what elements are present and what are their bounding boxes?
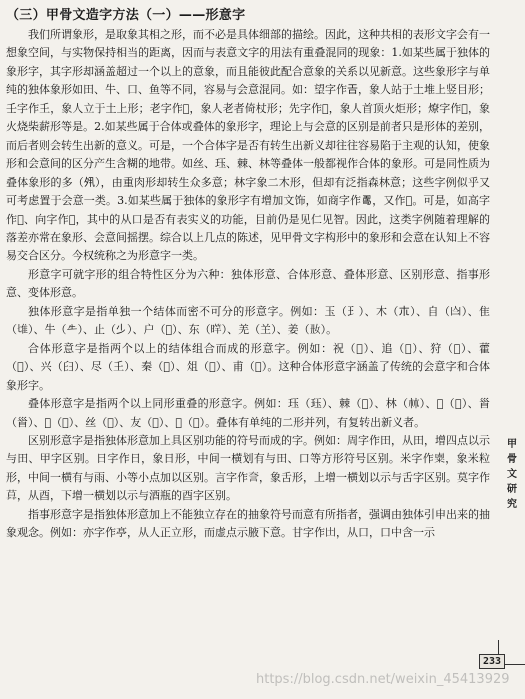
side-label-char: 甲 [507, 439, 517, 450]
side-running-title [505, 437, 519, 512]
paragraph-pictographic-intro: 我们所谓象形，是取象其相之形，而不必是具体细部的描绘。因此，这种共相的表形文字会有一想象空间，与实物保持相当的距离，因而与表意文字的用法有重叠混同的现象：1.如某些属于独体的象形字，其字形却涵盖超过一个以上的意象，而且能彼此配合意象的关系以见新意。这些象形字与单纯的独体象形如田、牛、口、鱼等不同，容易与会意混同。如：望字作𢀛，象人站于土堆上竖目形；壬字作𡈼，象人立于土上形；老字作𦒳，象人老者倚杖形；先字作𡕫，象人首顶火炬形；燎字作𤊹，象火烧柴薪形等是。2.如某些属于合体或叠体的象形字，理论上与会意的区别是前者只是形体的差别，而后者则会转生出新的意义。可是，一个合体字是否有转生出新义却往往容易陷于主观的认知，使象形和会意间的区分产生含糊的地带。如丝、珏、棘、林等叠体一般都视作合体的象形。可是同性质为叠体象形的多（𡖊），由重肉形却转生众多意；林字象二木形，但却有泛指森林意；这些字例似乎又可考虑置于会意一类。3.如某些属于独体的象形字有增加文饰，如商字作𠷎，又作𫝀。可是，如高字作𩫏、向字作𡆥，其中的从口是否有表实义的功能，目前仍是见仁见智。因此，这类字例随着理解的落差亦常在象形、会意间摇摆。综合以上几点的陈述，见甲骨文字构形中的象形和会意在认知上不容易交合区分。今权统称之为形意字一类。 [6, 28, 490, 263]
side-label-char: 文 [507, 469, 517, 480]
paragraph-compound: 合体形意字是指两个以上的结体组合而成的形意字。例如：祝（𥙶）、追（𢓊）、狩（𤜻）、藿（𦳋）、兴（𦥑）、尽（𡈼）、秦（𥞫）、俎（𠑹）、甫（𤰈）。这种合体形意字涵盖了传统的会意字和合体象形字。 [6, 341, 490, 392]
paragraph-single-body: 独体形意字是指单独一个结体而密不可分的形意字。例如：玉（𤣩）、木（𣎳）、自（𦣹）、隹（𨾅）、牛（𠂒）、止（𣥂）、户（𢨭）、东（𣈨）、羌（𦍌）、姜（𡚽）。 [6, 304, 490, 337]
side-label-char: 研 [507, 484, 517, 495]
watermark: https://blog.csdn.net/weixin_45413929 [256, 672, 510, 687]
paragraph-stacked: 叠体形意字是指两个以上同形重叠的形意字。例如：珏（𤤴）、棘（𣗥）、林（𣏟）、𤕬（𣗱）、𩠐（𩠐）、𧏡（𧏡）、丝（𢆶）、友（𠭖）、𥟬（𥟬）。叠体有单纯的二形并列，有复转出新义者。 [6, 397, 490, 429]
paragraph-distinguishing: 区别形意字是指独体形意加上具区别功能的符号而成的字。例如：周字作田，从田，增四点以示与田、甲字区别。日字作日，象日形，中间一横划有与田、口等方形符号区别。米字作𥻆，象米粒形，中间一横有与雨、小等小点加以区别。言字作𧥢，象舌形，上增一横划以示与舌字区别。莫字作𦱤，从酉，下增一横划以示与酒瓶的酉字区别。 [6, 433, 490, 503]
side-label-char: 骨 [507, 454, 517, 465]
page-number: 233 [479, 654, 505, 669]
side-label-char: 究 [507, 499, 517, 510]
paragraph-indicative: 指事形意字是指独体形意加上不能独立存在的抽象符号而意有所指者，强调由独体引申出来的抽象观念。例如：亦字作𠅘，从人正立形，而虚点示腋下意。甘字作𠙷，从口，口中含一示 [6, 507, 490, 540]
paragraph-six-types: 形意字可就字形的组合特性区分为六种：独体形意、合体形意、叠体形意、区别形意、指事形意、变体形意。 [6, 267, 490, 300]
section-heading: （三）甲骨文造字方法（一）——形意字 [6, 8, 246, 23]
body-text [6, 26, 490, 543]
